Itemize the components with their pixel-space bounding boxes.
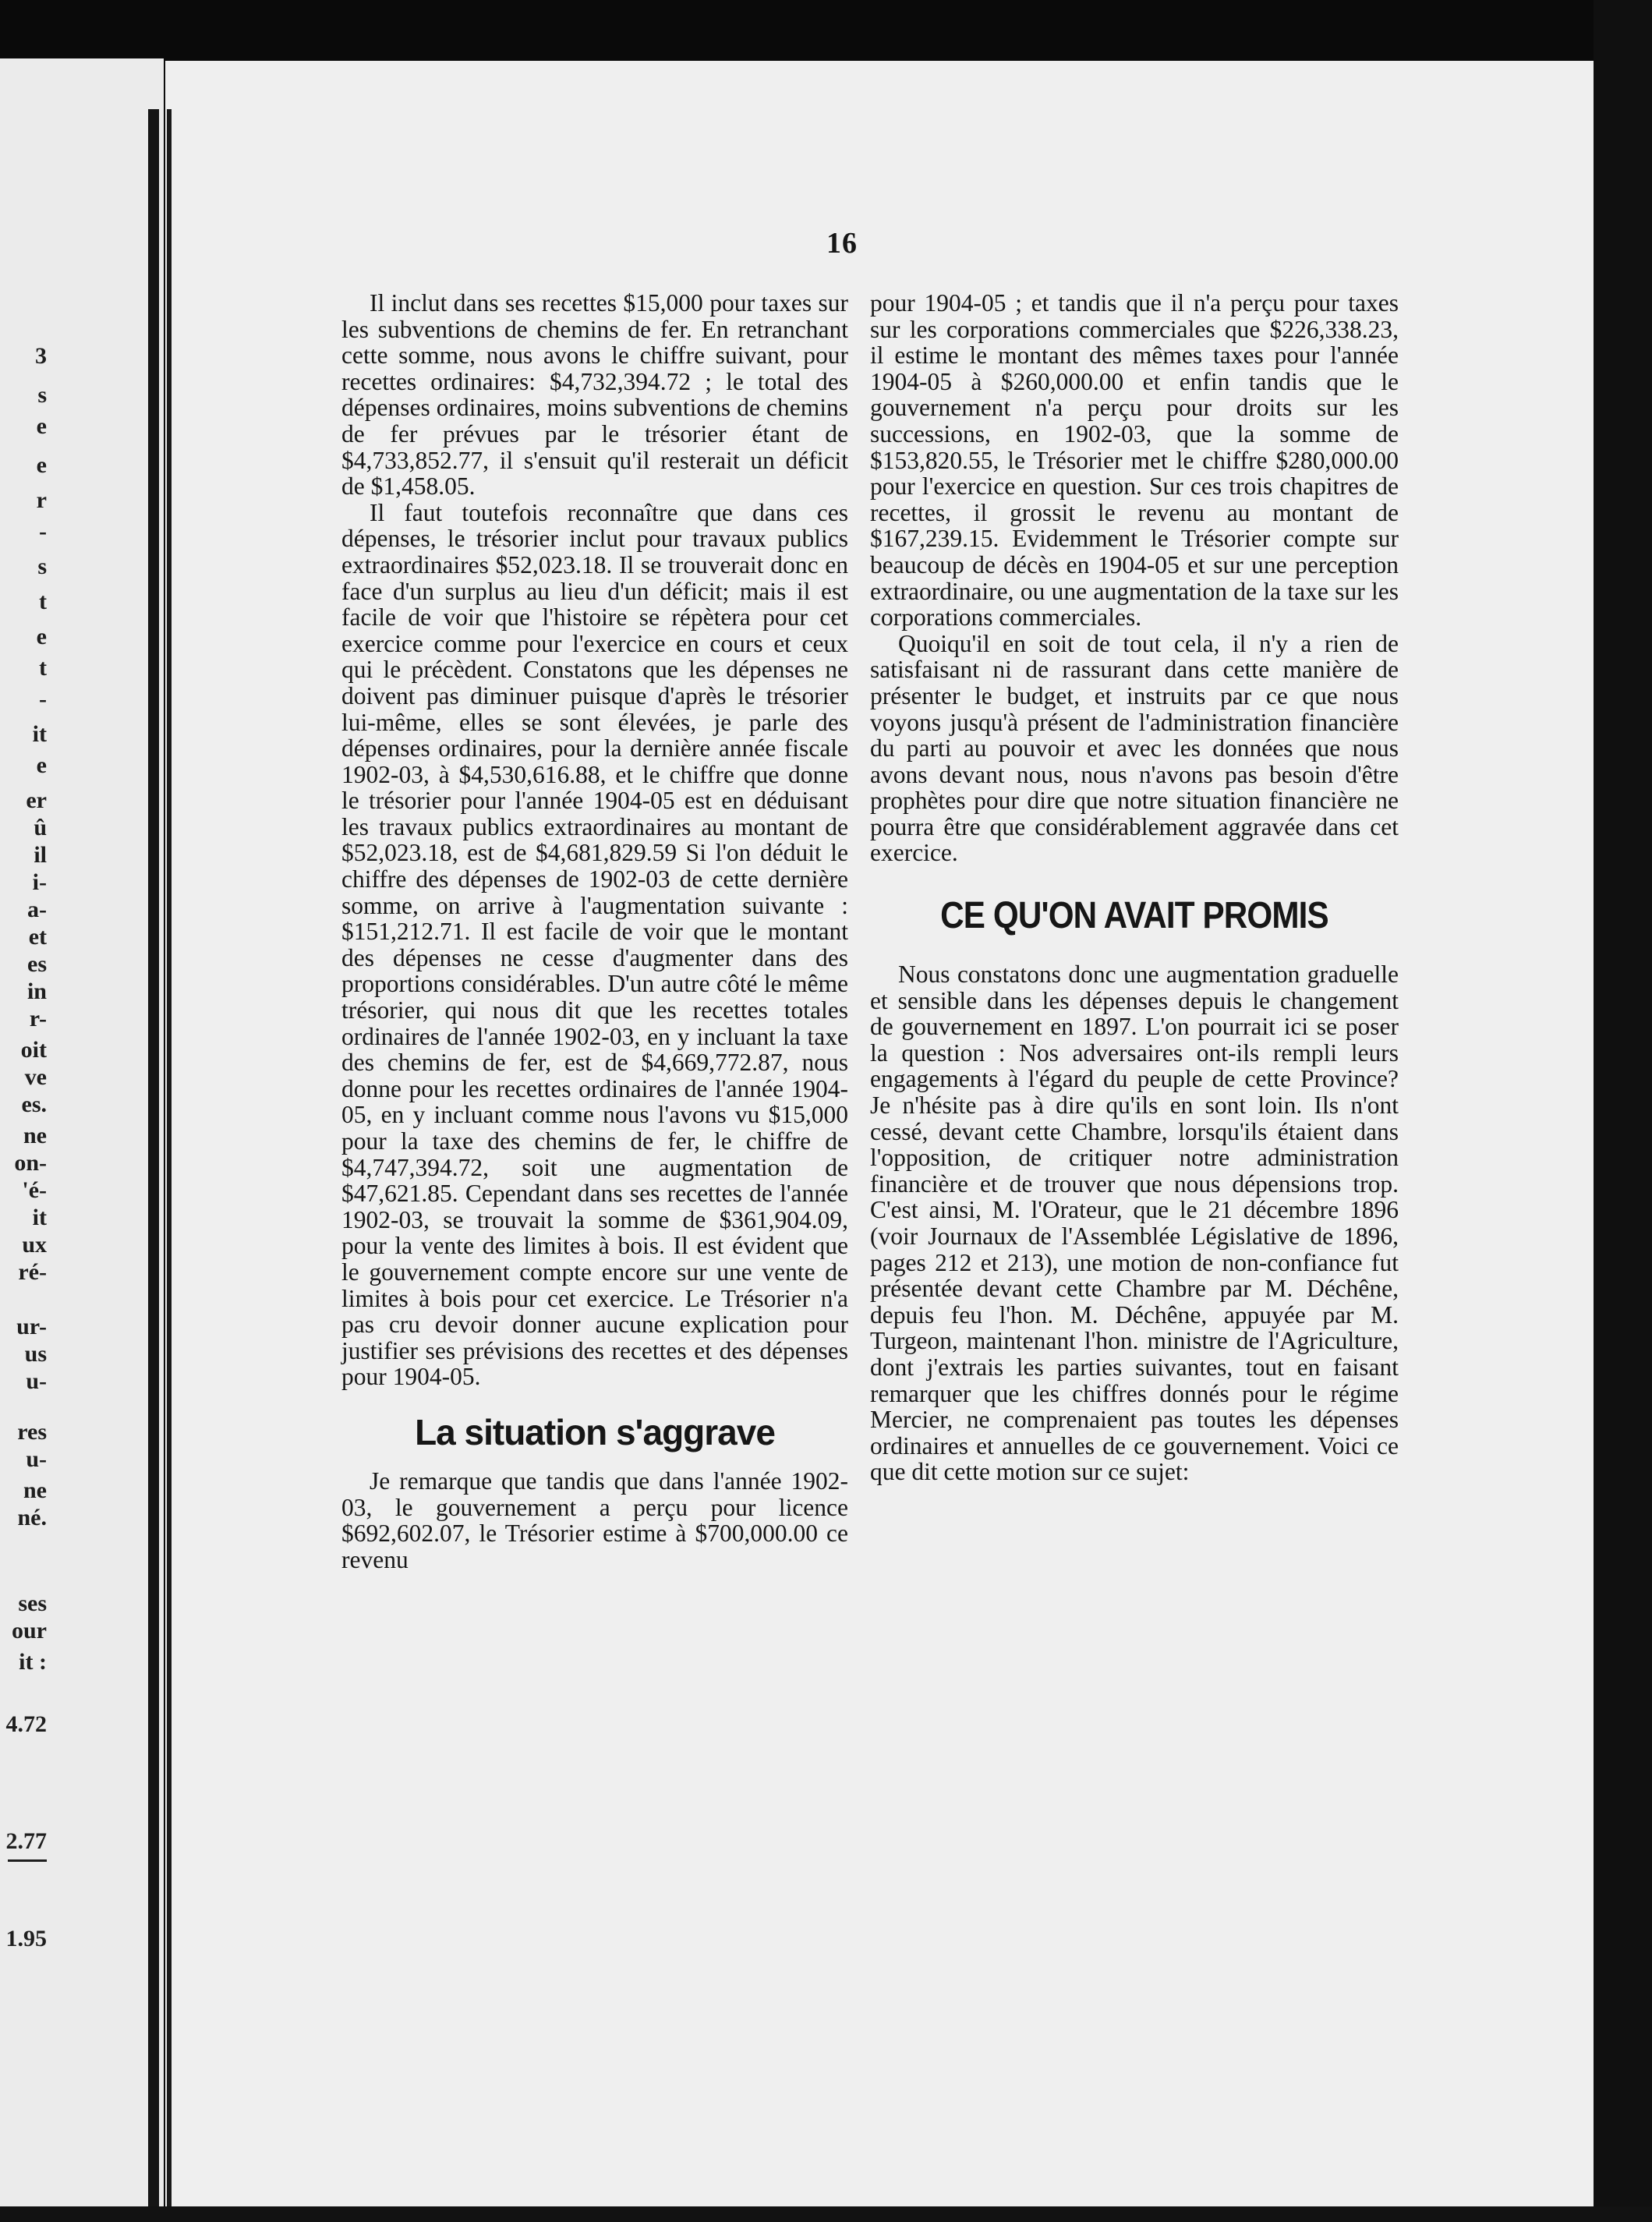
facing-page-fragment: our (12, 1618, 47, 1644)
facing-page-fragment: t (39, 655, 47, 681)
facing-page-fragment: oit (20, 1037, 47, 1063)
facing-page-fragment: it (32, 721, 47, 747)
facing-page-fragment: a- (27, 897, 47, 922)
section-heading: CE QU'ON AVAIT PROMIS (940, 895, 1328, 937)
facing-page-fragment: ses (18, 1590, 47, 1616)
facing-page-fragment: e (36, 752, 47, 778)
page-rule (167, 109, 172, 2206)
facing-page-fragment: - (39, 518, 47, 544)
facing-page-fragment: us (24, 1341, 47, 1367)
scan-right-edge (1594, 0, 1652, 2222)
facing-page-fragment: et (28, 924, 47, 950)
paragraph: Il faut toutefois reconnaître que dans ces dépenses, le trésorier inclut pour travaux publics extraordinaires $52,023.18. Il se trouverait donc en face d'un surplus au lieu d'un déficit; mais il est facile de voir que l'histoire se répètera pour cet exercice comme pour l'exercice en cours et ceux qui le précèdent. Constatons que les dépenses ne doivent pas diminuer puisque d'après le trésorier lui-même, elles se sont élevées, je parle des dépenses ordinaires, pour la dernière année fiscale 1902-03, à $4,530,616.88, et le chiffre que donne le trésorier pour l'année 1904-05 est en déduisant les travaux publics extraordinaires au montant de $52,023.18, est de $4,681,829.59 Si l'on déduit le chiffre des dépenses de 1902-03 de cette dernière somme, on arrive à l'augmentation suivante : $151,212.71. Il est facile de voir que le montant des dépenses ne cesse d'augmenter dans des proportions considérables. D'un autre côté le même trésorier, qui nous dit que les recettes totales ordinaires de l'année 1902-03, en y incluant la taxe des chemins de fer, est de $4,669,772.87, nous donne pour les recettes ordinaires de l'année 1904-05, en y incluant comme nous l'avons vu $15,000 pour la taxe des chemins de fer, le chiffre de $4,747,394.72, soit une augmentation de $47,621.85. Cependant dans ses recettes de l'année 1902-03, se trouvait la somme de $361,904.09, pour la vente des limites à bois. Il est évident que le gouvernement compte encore sur une vente de limites à bois pour cet exercice. Le Trésorier n'a pas cru devoir donner aucune explication pour justifier ses prévisions des recettes et des dépenses pour 1904-05. (341, 498, 848, 1391)
facing-page-fragment: ne (23, 1477, 47, 1503)
facing-page-fragment: ve (24, 1064, 47, 1090)
page-gutter (148, 109, 159, 2206)
paragraph: Il inclut dans ses recettes $15,000 pour taxes sur les subventions de chemins de fer. En retranchant cette somme, nous avons le chiffre suivant, pour recettes ordinaires: $4,732,394.72 ; le total des dépenses ordinaires, moins subventions de chemins de fer prévues par le trésorier étant de $4,733,852.77, il s'ensuit qu'il resterait un déficit de $1,458.05. (341, 289, 848, 501)
facing-page-fragment: i- (32, 869, 47, 895)
facing-page-fragment: 1.95 (5, 1926, 47, 1951)
facing-page-fragment: 4.72 (5, 1711, 47, 1737)
facing-page-fragment: e (36, 452, 47, 478)
facing-page-rule (8, 1859, 47, 1862)
facing-page-fragment: e (36, 624, 47, 649)
facing-page-fragment: es. (21, 1092, 47, 1117)
facing-page-fragment: ne (23, 1123, 47, 1148)
facing-page-fragment: ur- (16, 1314, 47, 1339)
left-column (341, 290, 848, 1573)
facing-page-fragment: r (36, 487, 47, 513)
facing-page-fragment: it : (19, 1649, 47, 1675)
facing-page-fragment: 2.77 (5, 1828, 47, 1854)
right-column (870, 290, 1399, 1485)
facing-page-fragment: ré- (18, 1259, 47, 1285)
facing-page-fragment: in (27, 978, 47, 1004)
facing-page-fragment: s (37, 554, 47, 579)
paragraph: pour 1904-05 ; et tandis que il n'a perçu pour taxes sur les corporations commerciales que $226,338.23, il estime le montant des mêmes taxes pour l'année 1904-05 à $260,000.00 et enfin tandis que le gouvernement n'a perçu pour droits sur les successions, en 1902-03, que la somme de $153,820.55, le Trésorier met le chiffre $280,000.00 pour l'exercice en question. Sur ces trois chapitres de recettes, il grossit le revenu au montant de $167,239.15. Evidemment le Trésorier compte sur beaucoup de décès en 1904-05 et sur une perception extraordinaire, ou une augmentation de la taxe sur les corporations commerciales. (870, 289, 1399, 632)
scan-bottom-edge (0, 2206, 1652, 2222)
paragraph: Je remarque que tandis que dans l'année 1902-03, le gouvernement a perçu pour licence $692,602.07, le Trésorier estime à $700,000.00 ce revenu (341, 1467, 848, 1573)
facing-page-fragment: es (27, 951, 47, 977)
facing-page-fragment: res (17, 1419, 47, 1445)
facing-page-fragment: u- (26, 1446, 47, 1472)
paragraph: Nous constatons donc une augmentation graduelle et sensible dans les dépenses depuis le changement de gouvernement en 1897. L'on pourrait ici se poser la question : Nos adversaires ont-ils rempli leurs engagements à l'égard du peuple de cette Province? Je n'hésite pas à dire qu'ils en sont loin. Ils n'ont cessé, devant cette Chambre, lorsqu'ils étaient dans l'opposition, de critiquer notre administration financière et de trouver que nous dépensions trop. C'est ainsi, M. l'Orateur, que le 21 décembre 1896 (voir Journaux de l'Assemblée Législative de 1896, pages 212 et 213), une motion de non-confiance fut présentée devant cette Chambre par M. Déchêne, depuis feu l'hon. M. Déchêne, appuyée par M. Turgeon, maintenant l'hon. ministre de l'Agriculture, dont j'extrais les parties suivantes, tout en faisant remarquer que les chiffres donnés pour le régime Mercier, ne comprenaient pas toutes les dépenses ordinaires et annuelles de ce gouvernement. Voici ce que dit cette motion sur ce sujet: (870, 961, 1399, 1486)
facing-page-fragment: s (37, 382, 47, 408)
facing-page-fragment: - (39, 686, 47, 712)
facing-page-fragment: né. (17, 1505, 47, 1530)
facing-page-fragment: on- (14, 1150, 47, 1176)
facing-page-fragment: er (26, 787, 47, 813)
facing-page-fragment: t (39, 589, 47, 614)
facing-page-fragment: u- (26, 1368, 47, 1394)
paragraph: Quoiqu'il en soit de tout cela, il n'y a rien de satisfaisant ni de rassurant dans cette manière de présenter le budget, et instruits par ce que nous voyons jusqu'à présent de l'administration financière du parti au pouvoir et avec les données que nous avons devant nous, nous n'avons pas besoin d'être prophètes pour dire que notre situation financière ne pourra être que considérablement aggravée dans cet exercice. (870, 629, 1399, 867)
facing-page-fragment: it (32, 1205, 47, 1230)
facing-page-fragment: il (34, 842, 47, 868)
facing-page-fragment: 3 (35, 343, 47, 369)
facing-page-fragment: e (36, 413, 47, 439)
facing-page-fragment: û (34, 815, 47, 840)
facing-page-fragment: 'é- (22, 1177, 47, 1203)
facing-page-fragment: r- (29, 1006, 47, 1031)
section-heading: La situation s'aggrave (415, 1411, 775, 1452)
page-number: 16 (826, 227, 858, 260)
facing-page-fragment: ux (22, 1232, 47, 1258)
